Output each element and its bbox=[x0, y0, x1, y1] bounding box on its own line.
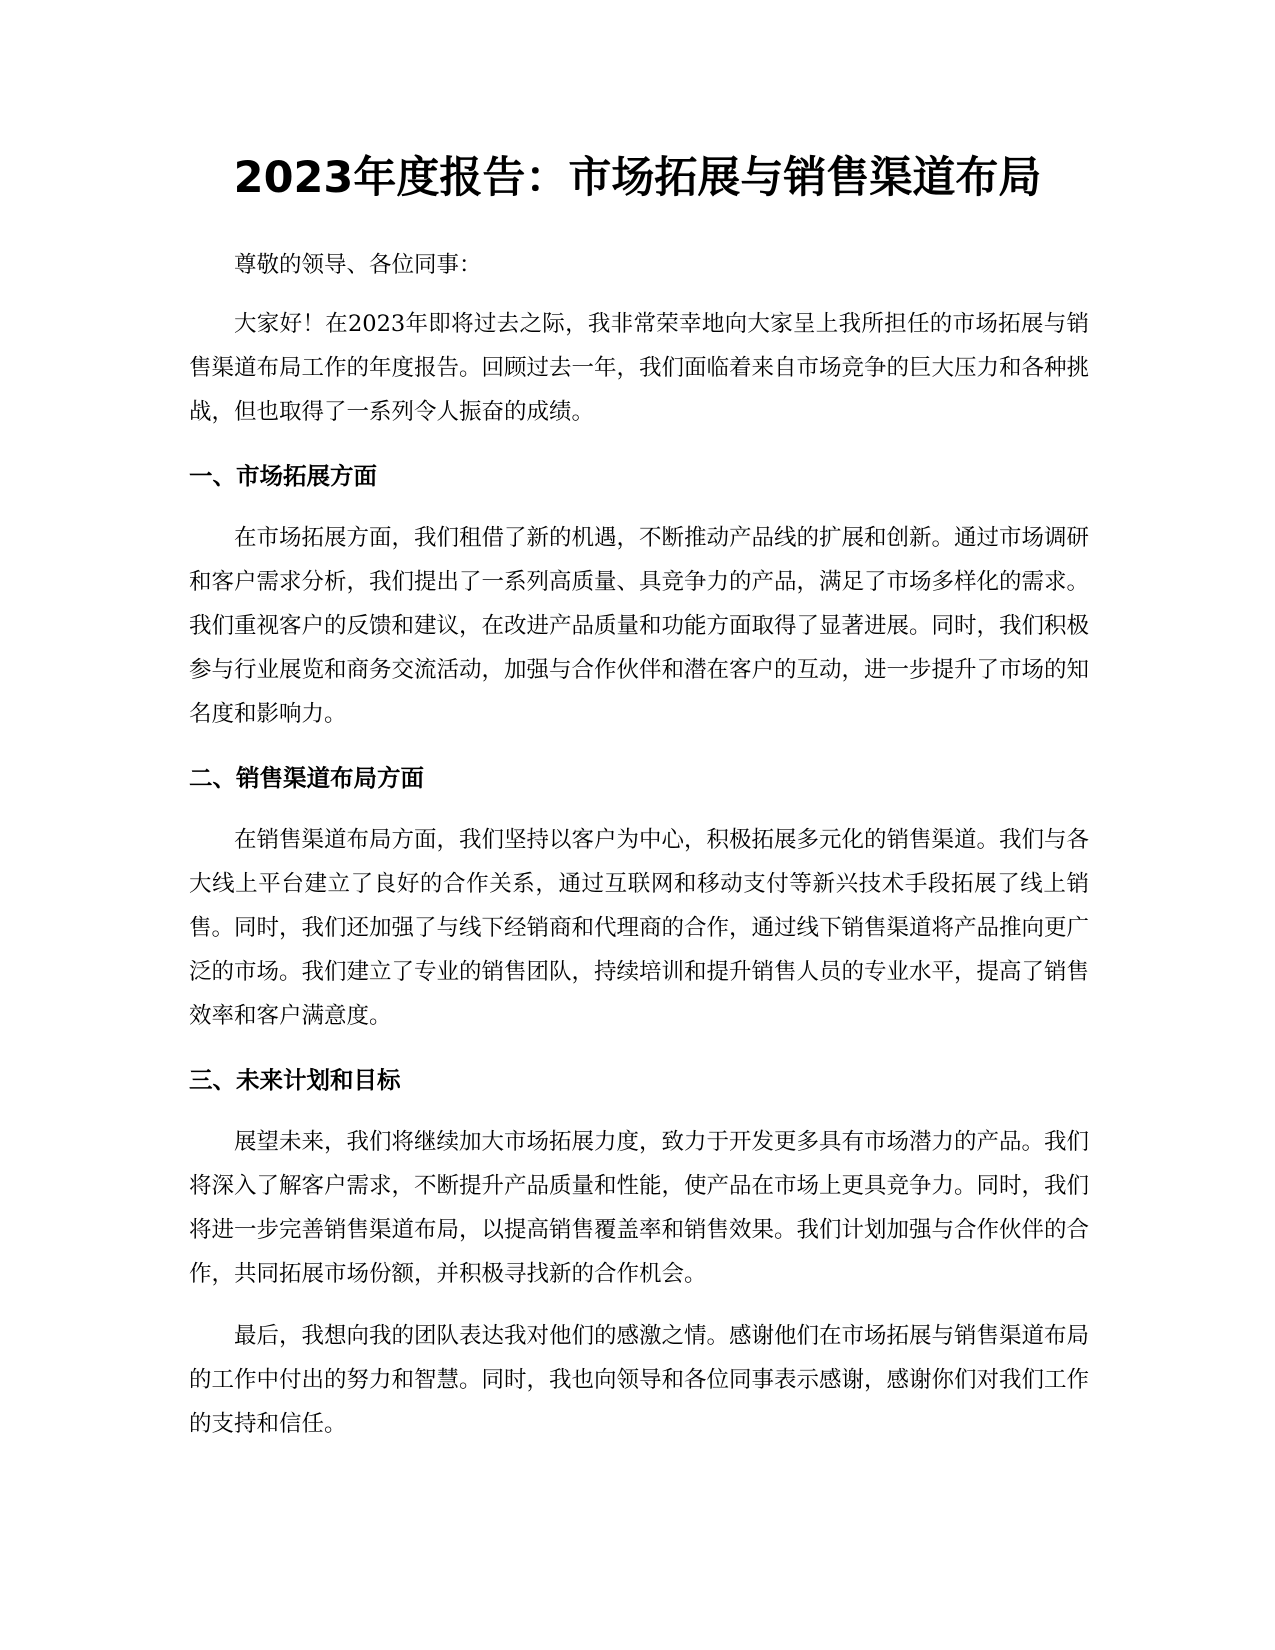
salutation-paragraph: 尊敬的领导、各位同事： bbox=[234, 252, 482, 278]
document-body bbox=[189, 243, 1089, 1464]
intro-paragraph: 大家好！在2023年即将过去之际，我非常荣幸地向大家呈上我所担任的市场拓展与销售渠道布局工作的年度报告。回顾过去一年，我们面临着来自市场竞争的巨大压力和各种挑战，但也取得了一系列令人振奋的成绩。 bbox=[189, 311, 1090, 425]
section-body-sales-channels: 在销售渠道布局方面，我们坚持以客户为中心，积极拓展多元化的销售渠道。我们与各大线上平台建立了良好的合作关系，通过互联网和移动支付等新兴技术手段拓展了线上销售。同时，我们还加强了与线下经销商和代理商的合作，通过线下销售渠道将产品推向更广泛的市场。我们建立了专业的销售团队，持续培训和提升销售人员的专业水平，提高了销售效率和客户满意度。 bbox=[189, 827, 1090, 1029]
document-title: 2023年度报告：市场拓展与销售渠道布局 bbox=[233, 153, 1042, 203]
section-heading-sales-channels: 二、销售渠道布局方面 bbox=[189, 764, 424, 792]
section-body-future-plans: 展望未来，我们将继续加大市场拓展力度，致力于开发更多具有市场潜力的产品。我们将深入了解客户需求，不断提升产品质量和性能，使产品在市场上更具竞争力。同时，我们将进一步完善销售渠道布局，以提高销售覆盖率和销售效果。我们计划加强与合作伙伴的合作，共同拓展市场份额，并积极寻找新的合作机会。 bbox=[189, 1129, 1090, 1287]
section-heading-future-plans: 三、未来计划和目标 bbox=[189, 1066, 401, 1094]
section-body-market-expansion: 在市场拓展方面，我们租借了新的机遇，不断推动产品线的扩展和创新。通过市场调研和客户需求分析，我们提出了一系列高质量、具竞争力的产品，满足了市场多样化的需求。我们重视客户的反馈和建议，在改进产品质量和功能方面取得了显著进展。同时，我们积极参与行业展览和商务交流活动，加强与合作伙伴和潜在客户的互动，进一步提升了市场的知名度和影响力。 bbox=[189, 525, 1090, 727]
closing-paragraph: 最后，我想向我的团队表达我对他们的感激之情。感谢他们在市场拓展与销售渠道布局的工作中付出的努力和智慧。同时，我也向领导和各位同事表示感谢，感谢你们对我们工作的支持和信任。 bbox=[189, 1323, 1090, 1437]
section-heading-market-expansion: 一、市场拓展方面 bbox=[189, 462, 377, 490]
